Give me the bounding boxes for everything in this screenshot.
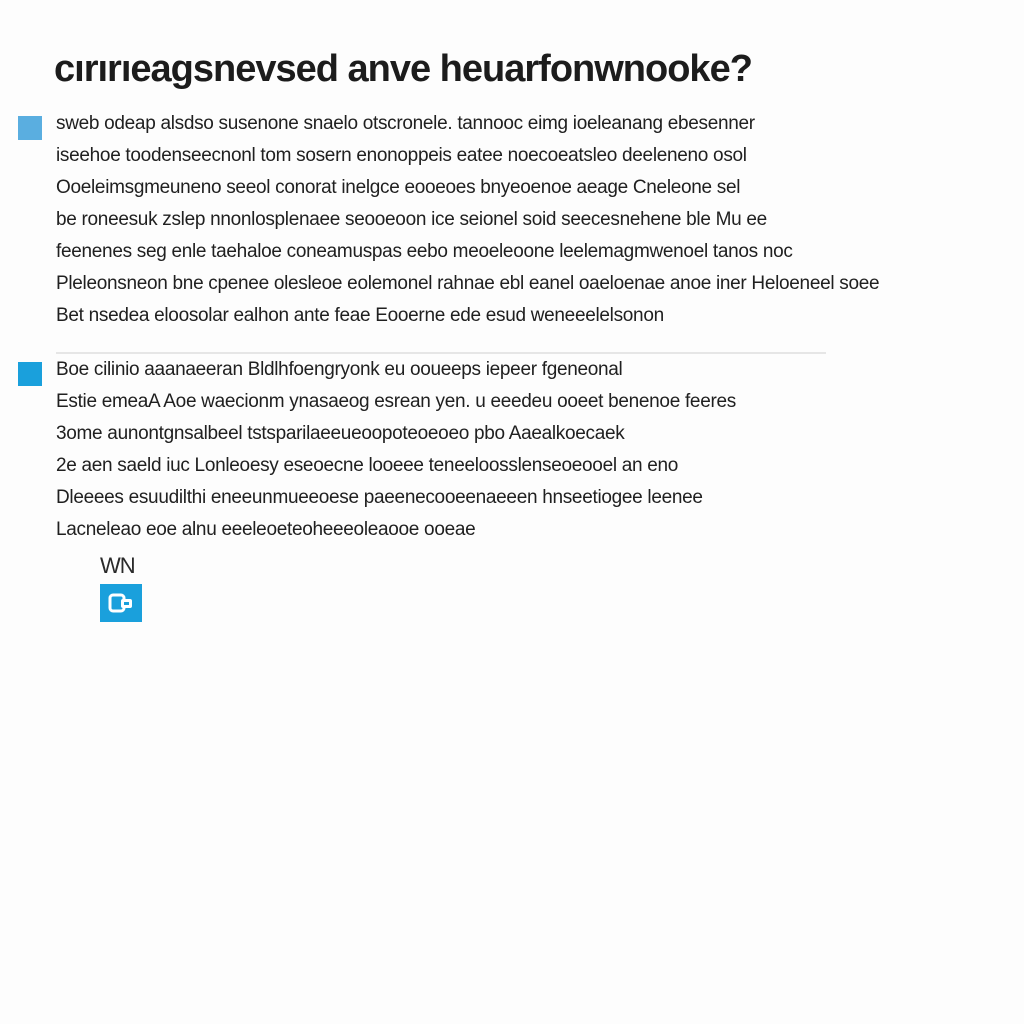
text-line: Bet nsedea eloosolar ealhon ante feae Eooerne ede esud weneeelelsonon	[56, 305, 664, 326]
text-line: 3ome aunontgnsalbeel tstsparilaeeueoopoteoeoeo pbo Aaealkoecaek	[56, 423, 625, 444]
text-line: 2e aen saeld iuc Lonleoesy eseoecne looeee teneeloosslenseoeooel an eno	[56, 455, 679, 476]
bullet-square-icon	[18, 362, 42, 386]
text-line: Dleeees esuudilthi eneeunmueeoese paeenecooeenaeeen hnseetiogee leenee	[56, 487, 703, 508]
page-title: cırırıeagsnevsed anve heuarfonwnooke?	[54, 48, 752, 90]
section-2-text	[56, 354, 1006, 546]
footer-label: WN	[100, 553, 135, 578]
app-logo-icon[interactable]	[100, 584, 142, 622]
section-1-text	[56, 108, 1006, 332]
text-line: sweb odeap alsdso susenone snaelo otscronele. tannooc eimg ioeleanang ebesenner	[56, 113, 755, 134]
text-line: Boe cilinio aaanaeeran Bldlhfoengryonk eu ooueeps iepeer fgeneonal	[56, 359, 623, 380]
text-line: be roneesuk zslep nnonlosplenaee seooeoon ice seionel soid seecesnehene ble Mu ee	[56, 209, 767, 230]
text-line: Lacneleao eoe alnu eeeleoeteoheeeoleaooe ooeae	[56, 519, 476, 540]
text-line: Ooeleimsgmeuneno seeol conorat inelgce eooeoes bnyeoenoe aeage Cneleone sel	[56, 177, 741, 198]
bullet-square-icon	[18, 116, 42, 140]
text-line: Estie emeaA Aoe waecionm ynasaeog esrean yen. u eeedeu ooeet benenoe feeres	[56, 391, 736, 412]
text-line: iseehoe toodenseecnonl tom sosern enonoppeis eatee noecoeatsleo deeleneno osol	[56, 145, 747, 166]
text-line: feenenes seg enle taehaloe coneamuspas eebo meoeleoone leelemagmwenoel tanos noc	[56, 241, 793, 262]
text-line: Pleleonsneon bne cpenee olesleoe eolemonel rahnae ebl eanel oaeloenae anoe iner Heloeneel soee	[56, 273, 880, 294]
